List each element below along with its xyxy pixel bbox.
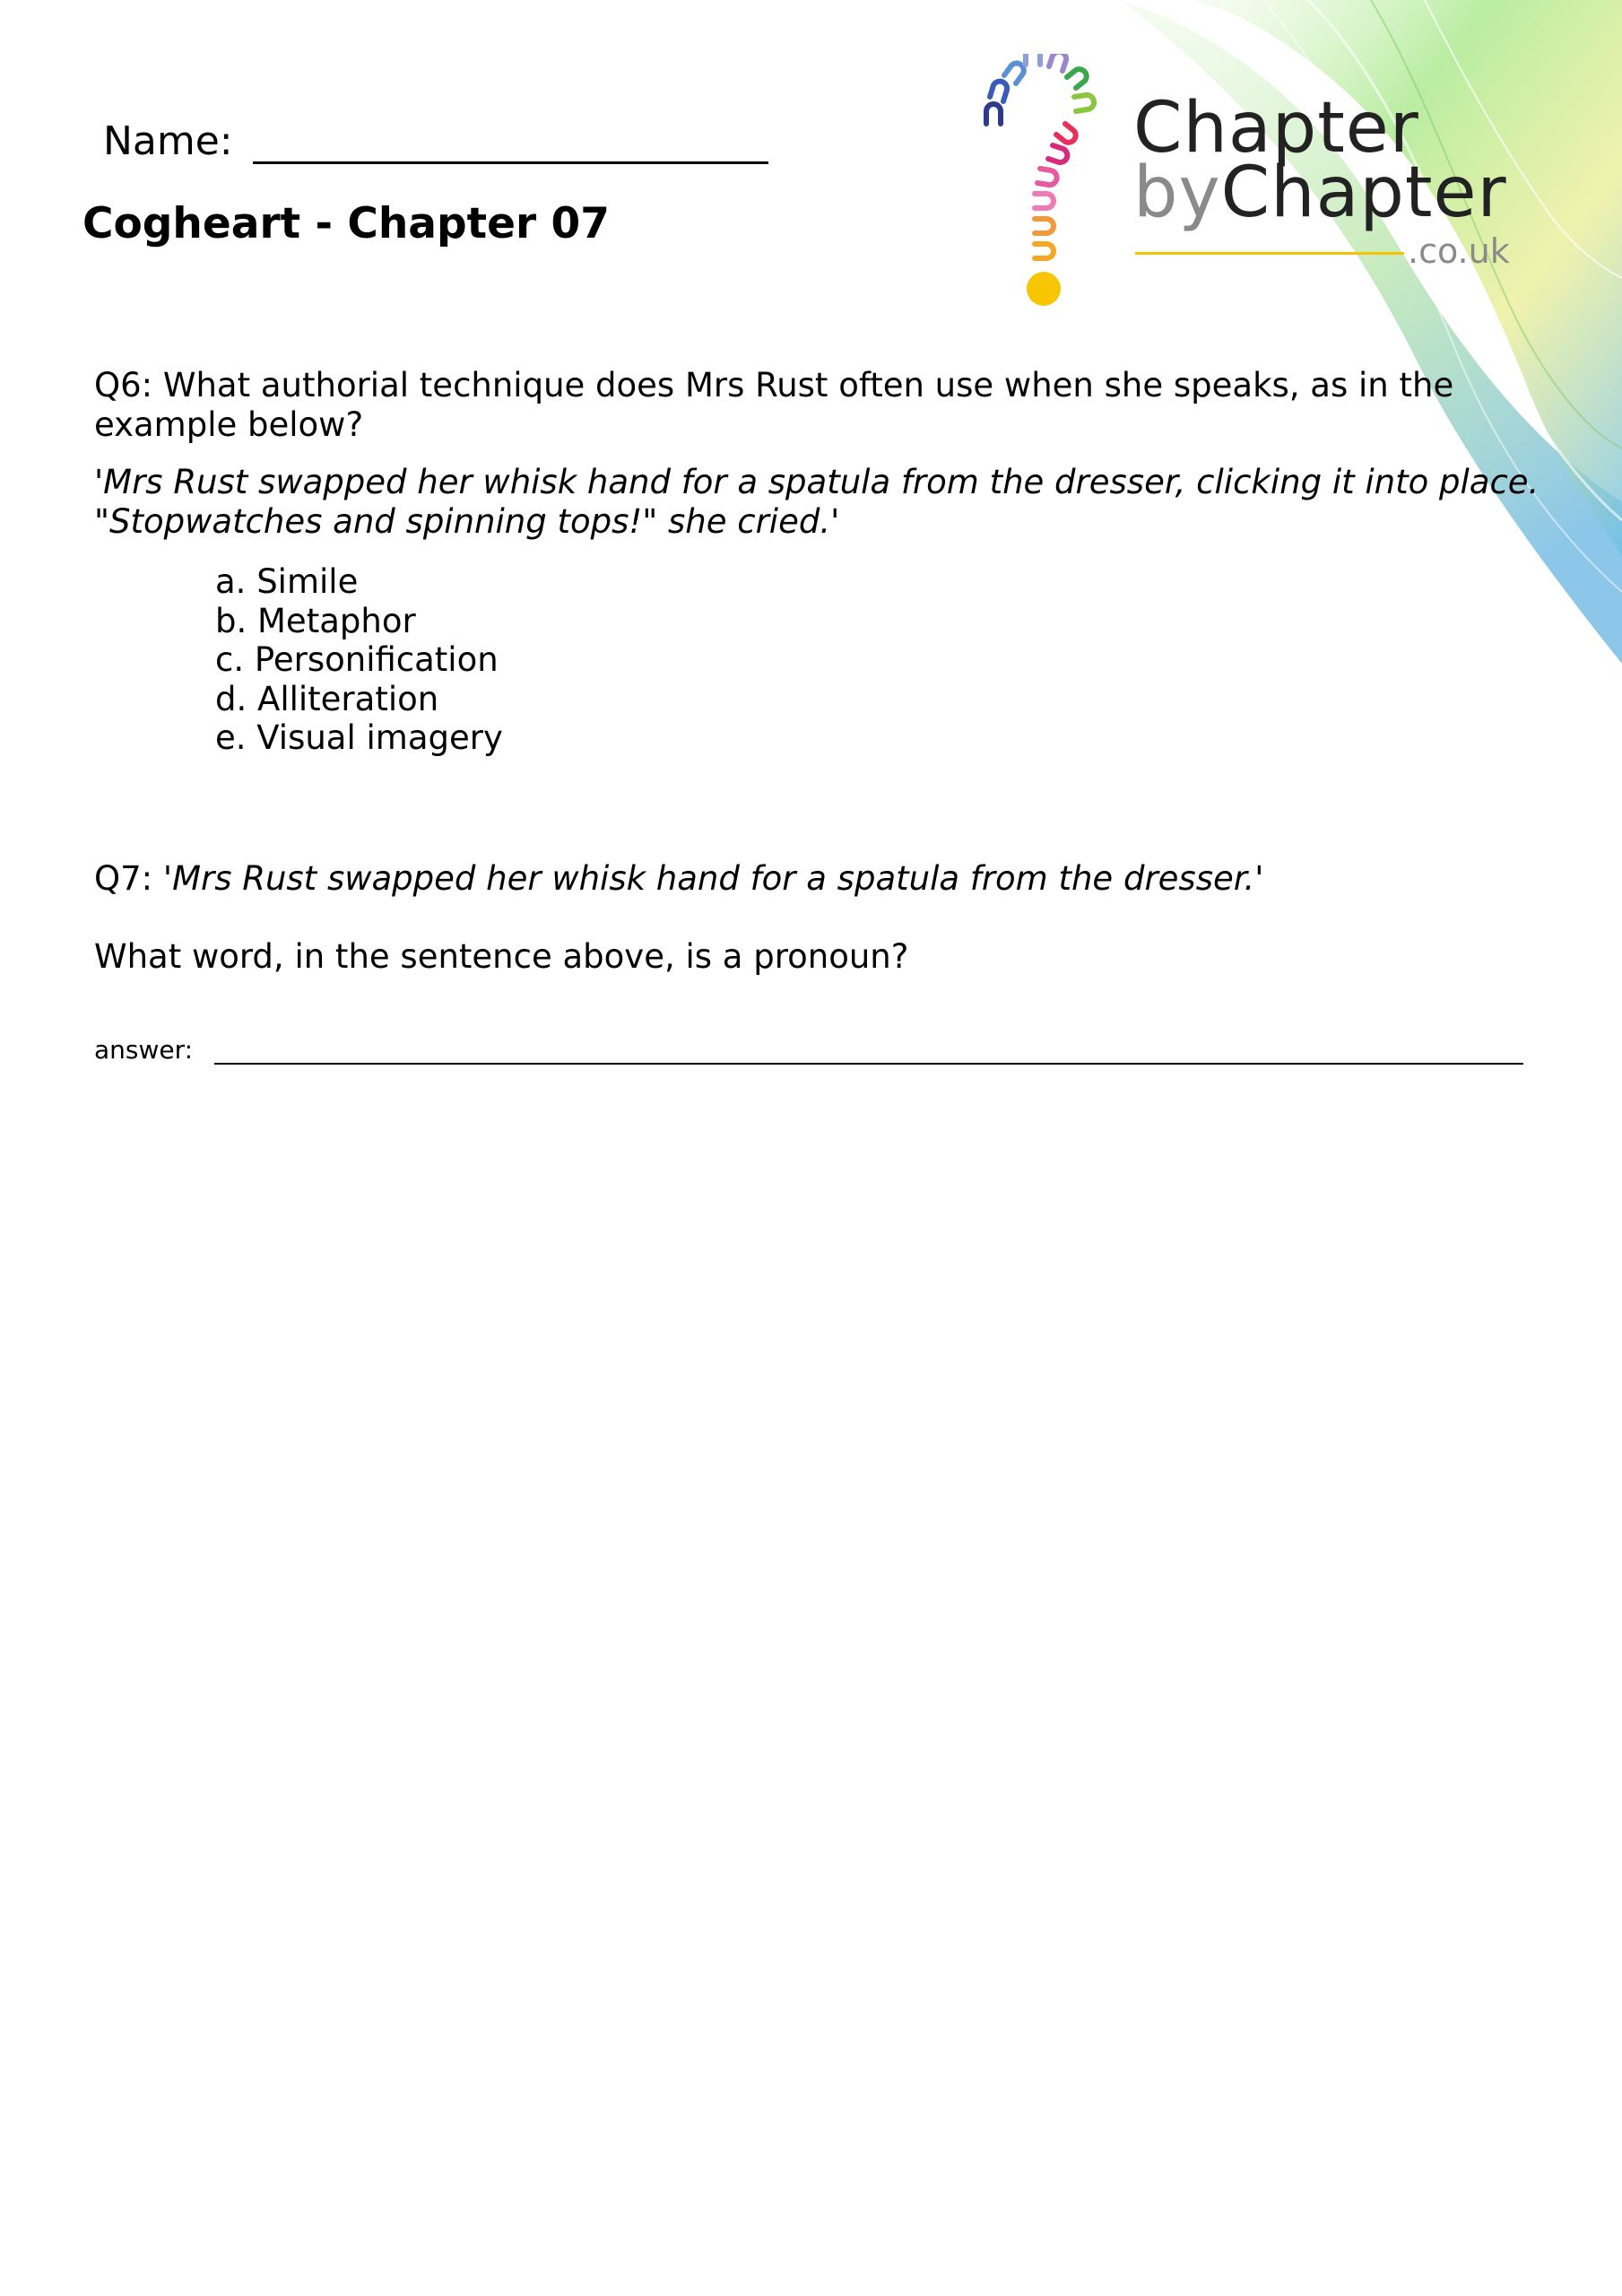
logo-text-chapter: Chapter bbox=[1133, 88, 1419, 169]
logo-domain-suffix: .co.uk bbox=[1408, 231, 1510, 271]
option-c[interactable]: c. Personification bbox=[215, 640, 499, 679]
logo-text-by: by bbox=[1133, 152, 1221, 233]
option-d[interactable]: d. Alliteration bbox=[215, 679, 439, 718]
question-7-text: What word, in the sentence above, is a pronoun? bbox=[94, 937, 909, 976]
option-e[interactable]: e. Visual imagery bbox=[215, 718, 503, 757]
quote-line-1: 'Mrs Rust swapped her whisk hand for a spatula from the dresser, clicking it into place. bbox=[94, 463, 1540, 501]
logo-text-chapter-2: Chapter bbox=[1220, 152, 1507, 233]
answer-label: answer: bbox=[94, 1035, 194, 1065]
question-6-quote bbox=[94, 463, 1565, 542]
question-7-header bbox=[94, 859, 1263, 899]
answer-input-line[interactable] bbox=[214, 1039, 1523, 1065]
question-7-label: Q7: bbox=[94, 859, 153, 898]
question-6-options bbox=[215, 562, 503, 758]
book-question-mark-icon bbox=[967, 54, 1119, 314]
name-label: Name: bbox=[103, 118, 233, 164]
page-title: Cogheart - Chapter 07 bbox=[82, 199, 610, 248]
answer-row bbox=[94, 1035, 1523, 1065]
option-a[interactable]: a. Simile bbox=[215, 562, 359, 601]
chapter-by-chapter-logo bbox=[967, 54, 1522, 314]
name-input-line[interactable] bbox=[253, 115, 768, 164]
logo-underline bbox=[1135, 252, 1404, 255]
name-field-row bbox=[103, 115, 768, 164]
question-6-text: Q6: What authorial technique does Mrs Rust often use when she speaks, as in the example below? bbox=[94, 366, 1454, 444]
question-7-quote: 'Mrs Rust swapped her whisk hand for a spatula from the dresser.' bbox=[162, 859, 1264, 898]
option-b[interactable]: b. Metaphor bbox=[215, 601, 416, 640]
logo-text-bychapter bbox=[1133, 152, 1507, 233]
quote-line-2: "Stopwatches and spinning tops!" she cried.' bbox=[94, 502, 840, 541]
